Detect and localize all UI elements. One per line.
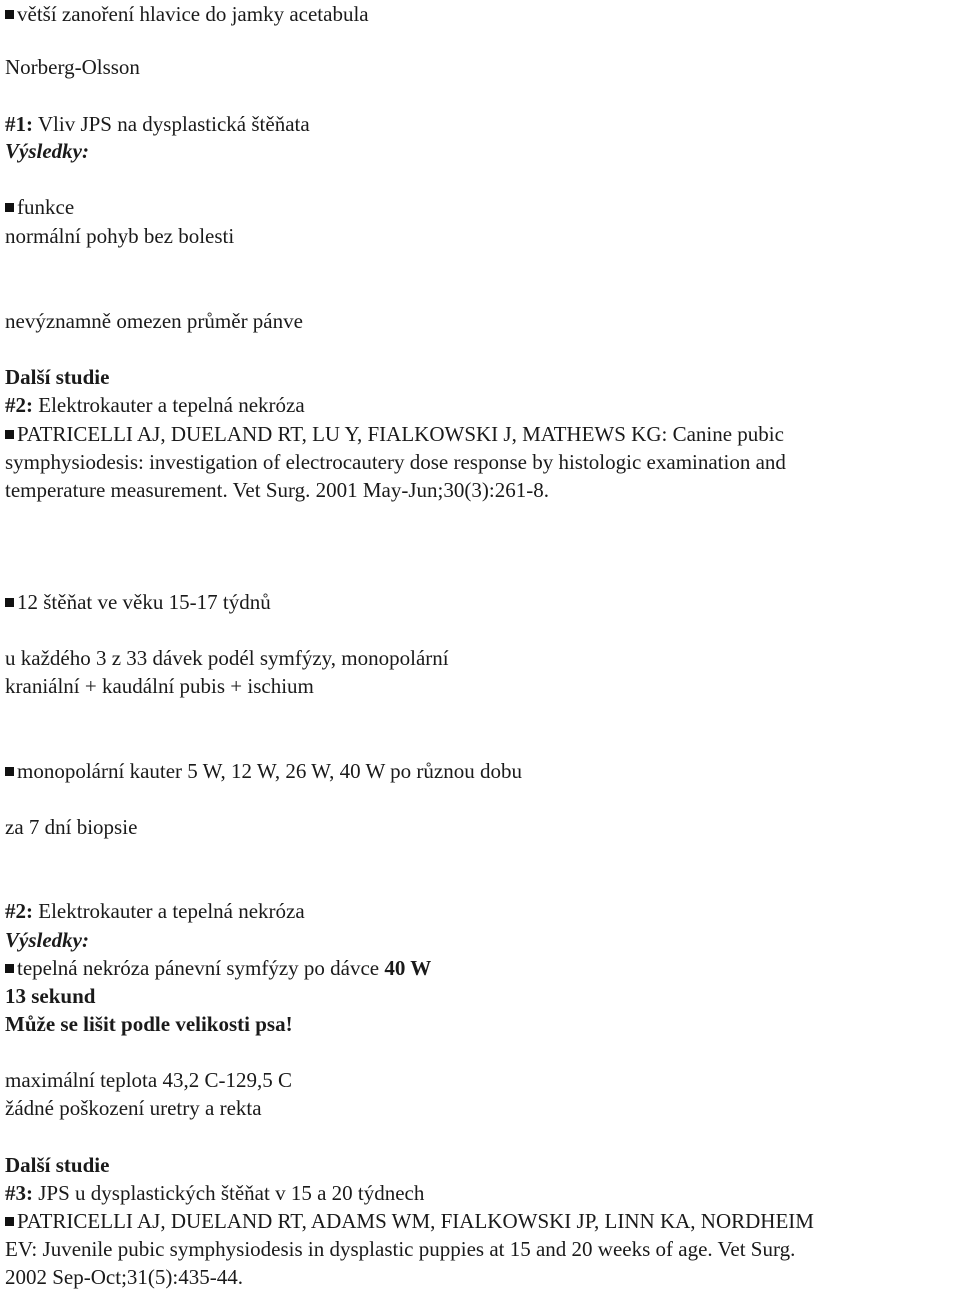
reference-line-2: symphysiodesis: investigation of electrocautery dose response by histologic examination and — [5, 450, 786, 474]
square-bullet-icon — [5, 767, 14, 776]
heading-study-2-results — [5, 897, 305, 925]
results-label: Výsledky: — [5, 928, 89, 952]
line-text: 12 štěňat ve věku 15-17 týdnů — [17, 590, 271, 614]
reference-line-3: temperature measurement. Vet Surg. 2001 May-Jun;30(3):261-8. — [5, 478, 549, 502]
bold-line-warning: Může se lišit podle velikosti psa! — [5, 1012, 293, 1036]
bullet-line-hlavice — [5, 0, 369, 28]
further-study-label: Další studie — [5, 1153, 110, 1177]
bullet-line-funkce — [5, 193, 74, 221]
reference-line-1 — [5, 420, 784, 448]
text-line-davky: u každého 3 z 33 dávek podél symfýzy, monopolární — [5, 646, 449, 670]
square-bullet-icon — [5, 964, 14, 973]
square-bullet-icon — [5, 203, 14, 212]
study-number: #1: — [5, 112, 33, 136]
heading-study-3 — [5, 1179, 424, 1207]
study-number: #3: — [5, 1181, 33, 1205]
reference-line-3: 2002 Sep-Oct;31(5):435-44. — [5, 1265, 243, 1289]
study-title: Elektrokauter a tepelná nekróza — [33, 393, 305, 417]
study-title: JPS u dysplastických štěňat v 15 a 20 týdnech — [33, 1181, 425, 1205]
study-number: #2: — [5, 899, 33, 923]
square-bullet-icon — [5, 598, 14, 607]
heading-study-1 — [5, 110, 310, 138]
text-line-pruumer: nevýznamně omezen průměr pánve — [5, 309, 303, 333]
line-text: PATRICELLI AJ, DUELAND RT, LU Y, FIALKOWSKI J, MATHEWS KG: Canine pubic — [17, 422, 784, 446]
further-study-label: Další studie — [5, 365, 110, 389]
text-line-norberg: Norberg-Olsson — [5, 55, 140, 79]
square-bullet-icon — [5, 1217, 14, 1226]
text-line-teplota: maximální teplota 43,2 C-129,5 C — [5, 1068, 292, 1092]
line-text: monopolární kauter 5 W, 12 W, 26 W, 40 W po různou dobu — [17, 759, 522, 783]
bullet-line-nekroza — [5, 954, 431, 982]
line-text: tepelná nekróza pánevní symfýzy po dávce — [17, 956, 385, 980]
results-label: Výsledky: — [5, 139, 89, 163]
line-text: PATRICELLI AJ, DUELAND RT, ADAMS WM, FIALKOWSKI JP, LINN KA, NORDHEIM — [17, 1209, 814, 1233]
square-bullet-icon — [5, 10, 14, 19]
study-number: #2: — [5, 393, 33, 417]
square-bullet-icon — [5, 430, 14, 439]
text-line-pubis: kraniální + kaudální pubis + ischium — [5, 674, 314, 698]
bullet-line-stenata — [5, 588, 271, 616]
dose-value: 40 W — [384, 956, 432, 980]
heading-study-2 — [5, 391, 305, 419]
bullet-line-kauter — [5, 757, 522, 785]
study-title: Vliv JPS na dysplastická štěňata — [33, 112, 310, 136]
text-line-pohyb: normální pohyb bez bolesti — [5, 224, 235, 248]
reference-line-2: EV: Juvenile pubic symphysiodesis in dysplastic puppies at 15 and 20 weeks of age. Vet Surg. — [5, 1237, 796, 1261]
line-text: funkce — [17, 195, 75, 219]
line-text: větší zanoření hlavice do jamky acetabula — [17, 2, 369, 26]
reference-line-1 — [5, 1207, 814, 1235]
text-line-poskozeni: žádné poškození uretry a rekta — [5, 1096, 262, 1120]
bold-line-sekund: 13 sekund — [5, 984, 96, 1008]
study-title: Elektrokauter a tepelná nekróza — [33, 899, 305, 923]
text-line-biopsie: za 7 dní biopsie — [5, 815, 138, 839]
